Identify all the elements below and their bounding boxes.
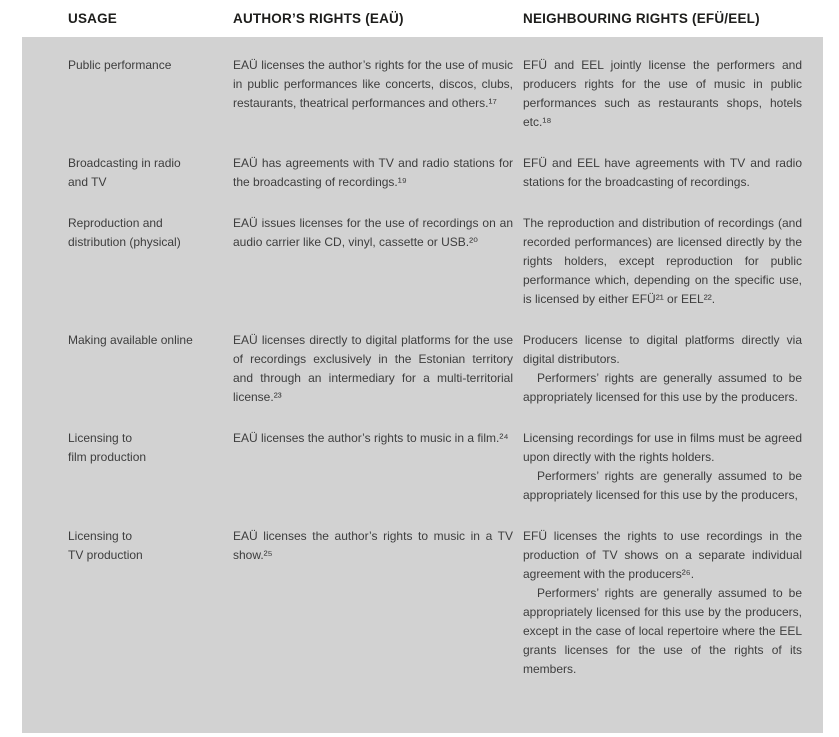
table-row-licensing-film	[68, 429, 802, 505]
paragraph: EAÜ licenses the author’s rights to music in a TV show.²⁵	[233, 529, 513, 562]
usage-cell	[68, 527, 233, 679]
usage-label: Making available online	[68, 333, 193, 347]
paragraph: EFÜ and EEL have agreements with TV and radio stations for the broadcasting of recordings.	[523, 156, 802, 189]
table-header-row	[22, 0, 823, 37]
authors-rights-cell	[233, 214, 523, 309]
usage-label: and TV	[68, 175, 107, 189]
table-row-licensing-tv	[68, 527, 802, 679]
usage-label: Licensing to	[68, 529, 133, 543]
column-header-usage: USAGE	[68, 11, 118, 26]
paragraph: EFÜ and EEL jointly license the performers and producers rights for the use of music in public performances such as restaurants shops, hotels etc.¹⁸	[523, 58, 802, 129]
usage-label: Reproduction and	[68, 216, 163, 230]
paragraph: EAÜ issues licenses for the use of recordings on an audio carrier like CD, vinyl, cassette or USB.²⁰	[233, 216, 513, 249]
neighbouring-rights-cell	[523, 429, 802, 505]
table-row-broadcasting	[68, 154, 802, 192]
paragraph: Performers’ rights are generally assumed to be appropriately licensed for this use by the producers,	[523, 469, 802, 502]
paragraph: Performers’ rights are generally assumed to be appropriately licensed for this use by the producers, except in the case of local repertoire where the EEL grants licenses for the use of the rights of its members.	[523, 586, 802, 676]
column-header-neighbouring-rights: NEIGHBOURING RIGHTS (EFÜ/EEL)	[523, 11, 760, 26]
table-row-public-performance	[68, 56, 802, 132]
paragraph: EAÜ has agreements with TV and radio stations for the broadcasting of recordings.¹⁹	[233, 156, 513, 189]
usage-label: Public performance	[68, 58, 172, 72]
paragraph: Performers’ rights are generally assumed to be appropriately licensed for this use by the producers.	[523, 371, 802, 404]
table-row-making-available-online	[68, 331, 802, 407]
paragraph: Producers license to digital platforms directly via digital distributors.	[523, 333, 802, 366]
authors-rights-cell	[233, 429, 523, 505]
neighbouring-rights-cell	[523, 154, 802, 192]
usage-label: TV production	[68, 548, 143, 562]
paragraph: EAÜ licenses directly to digital platforms for the use of recordings exclusively in the Estonian territory and through an intermediary for a multi-territorial license.²³	[233, 333, 513, 404]
table-row-reproduction-distribution	[68, 214, 802, 309]
usage-label: Broadcasting in radio	[68, 156, 181, 170]
authors-rights-cell	[233, 331, 523, 407]
usage-cell	[68, 429, 233, 505]
paragraph: EAÜ licenses the author’s rights to music in a film.²⁴	[233, 431, 509, 445]
usage-cell	[68, 56, 233, 132]
usage-cell	[68, 331, 233, 407]
neighbouring-rights-cell	[523, 56, 802, 132]
authors-rights-cell	[233, 56, 523, 132]
column-header-authors-rights: AUTHOR’S RIGHTS (EAÜ)	[233, 11, 404, 26]
paragraph: The reproduction and distribution of recordings (and recorded performances) are licensed directly by the rights holders, except reproduction for public performance which, depending on the specific use, is licensed by either EFÜ²¹ or EEL²².	[523, 216, 802, 306]
authors-rights-cell	[233, 527, 523, 679]
authors-rights-cell	[233, 154, 523, 192]
paragraph: Licensing recordings for use in films must be agreed upon directly with the rights holders.	[523, 431, 802, 464]
usage-cell	[68, 154, 233, 192]
paragraph: EFÜ licenses the rights to use recordings in the production of TV shows on a separate individual agreement with the producers²⁶.	[523, 529, 802, 581]
usage-label: film production	[68, 450, 147, 464]
usage-cell	[68, 214, 233, 309]
usage-label: Licensing to	[68, 431, 133, 445]
neighbouring-rights-cell	[523, 527, 802, 679]
table-body-panel	[22, 37, 823, 733]
neighbouring-rights-cell	[523, 214, 802, 309]
neighbouring-rights-cell	[523, 331, 802, 407]
usage-label: distribution (physical)	[68, 235, 181, 249]
paragraph: EAÜ licenses the author’s rights for the use of music in public performances like concerts, discos, clubs, restaurants, theatrical performances and others.¹⁷	[233, 58, 513, 110]
